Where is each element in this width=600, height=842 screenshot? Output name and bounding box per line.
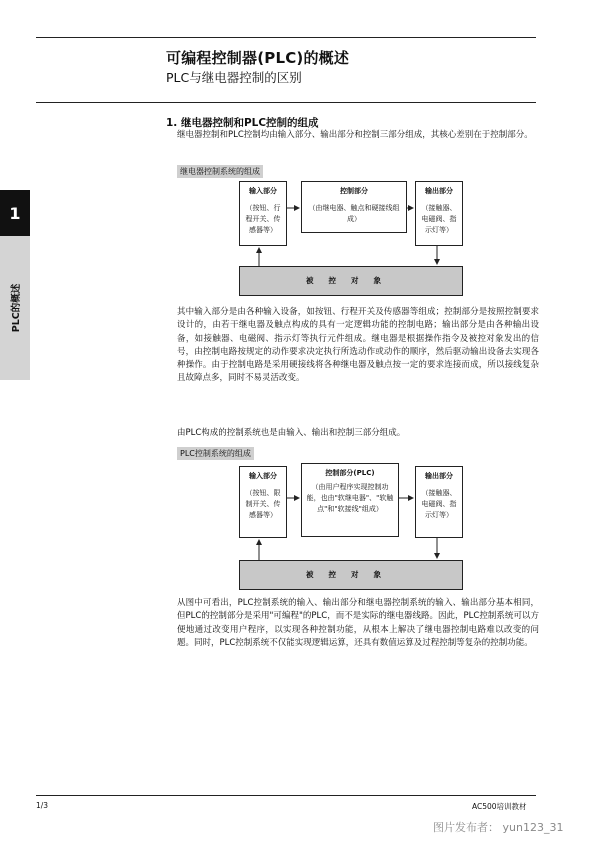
plc-output-box: 输出部分 （接触器、电磁阀、指示灯等） bbox=[415, 466, 463, 538]
page-number: 1/3 bbox=[36, 801, 49, 810]
plc-diagram bbox=[177, 462, 547, 594]
relay-paragraph: 其中输入部分是由各种输入设备，如按钮、行程开关及传感器等组成；控制部分是按照控制要求设计的，由若干继电器及触点构成的具有一定逻辑功能的控制电路；输出部分是由各种输出设备，如接触器、电磁阀、指示灯等执行元件组成。继电器是根据操作指令及被控对象发出的信号，由控制电路按规定的动作要求决定执行所选动作或动作的顺序，然后驱动输出设备去实现各种操作。由于控制电路是采用硬接线将各种继电器及触点按一定的要求连接而成，所以接线复杂且故障点多，同时不易灵活改变。 bbox=[177, 307, 539, 384]
relay-diagram-caption: 继电器控制系统的组成 bbox=[177, 165, 263, 178]
plc-paragraph: 从图中可看出，PLC控制系统的输入、输出部分和继电器控制系统的输入、输出部分基本相同，但PLC的控制部分是采用"可编程"的PLC，而不是实际的继电器线路。因此，PLC控制系统可以方便地通过改变用户程序，以实现各种控制功能，从根本上解决了继电器控制电路难以改变的问题。同时，PLC控制系统不仅能实现逻辑运算，还具有数值运算及过程控制等复杂的控制功能。 bbox=[177, 598, 539, 648]
relay-controlled-object: 被控对象 bbox=[239, 266, 463, 296]
header-top-rule bbox=[36, 37, 536, 38]
relay-diagram bbox=[177, 180, 547, 300]
plc-controlled-object: 被控对象 bbox=[239, 560, 463, 590]
plc-control-box: 控制部分(PLC) （由用户程序实现控制功能，也由"软继电器"、"软触点"和"软接线"组成） bbox=[301, 463, 399, 537]
section-intro: 继电器控制和PLC控制均由输入部分、输出部分和控制三部分组成，其核心差别在于控制部分。 bbox=[177, 130, 533, 140]
page-title: 可编程控制器(PLC)的概述 bbox=[166, 49, 350, 67]
relay-input-box: 输入部分 （按钮、行程开关、传感器等） bbox=[239, 181, 287, 246]
page-subtitle: PLC与继电器控制的区别 bbox=[166, 70, 302, 85]
publisher-watermark: 图片发布者： yun123_31 bbox=[433, 821, 564, 834]
chapter-tab-label: PLC的概述 bbox=[11, 283, 22, 333]
footer-rule bbox=[36, 795, 536, 796]
plc-intro-paragraph: 由PLC构成的控制系统也是由输入、输出和控制三部分组成。 bbox=[177, 428, 406, 438]
plc-input-box: 输入部分 （按钮、限制开关、传感器等） bbox=[239, 466, 287, 538]
header-bottom-rule bbox=[36, 102, 536, 103]
document-name: AC500培训教材 bbox=[472, 802, 527, 811]
relay-control-box: 控制部分 （由继电器、触点和硬接线组成） bbox=[301, 181, 407, 233]
chapter-number-tab: 1 bbox=[0, 190, 30, 236]
section-heading: 1. 继电器控制和PLC控制的组成 bbox=[166, 117, 319, 129]
plc-diagram-caption: PLC控制系统的组成 bbox=[177, 447, 254, 460]
relay-output-box: 输出部分 （接触器、电磁阀、指示灯等） bbox=[415, 181, 463, 246]
